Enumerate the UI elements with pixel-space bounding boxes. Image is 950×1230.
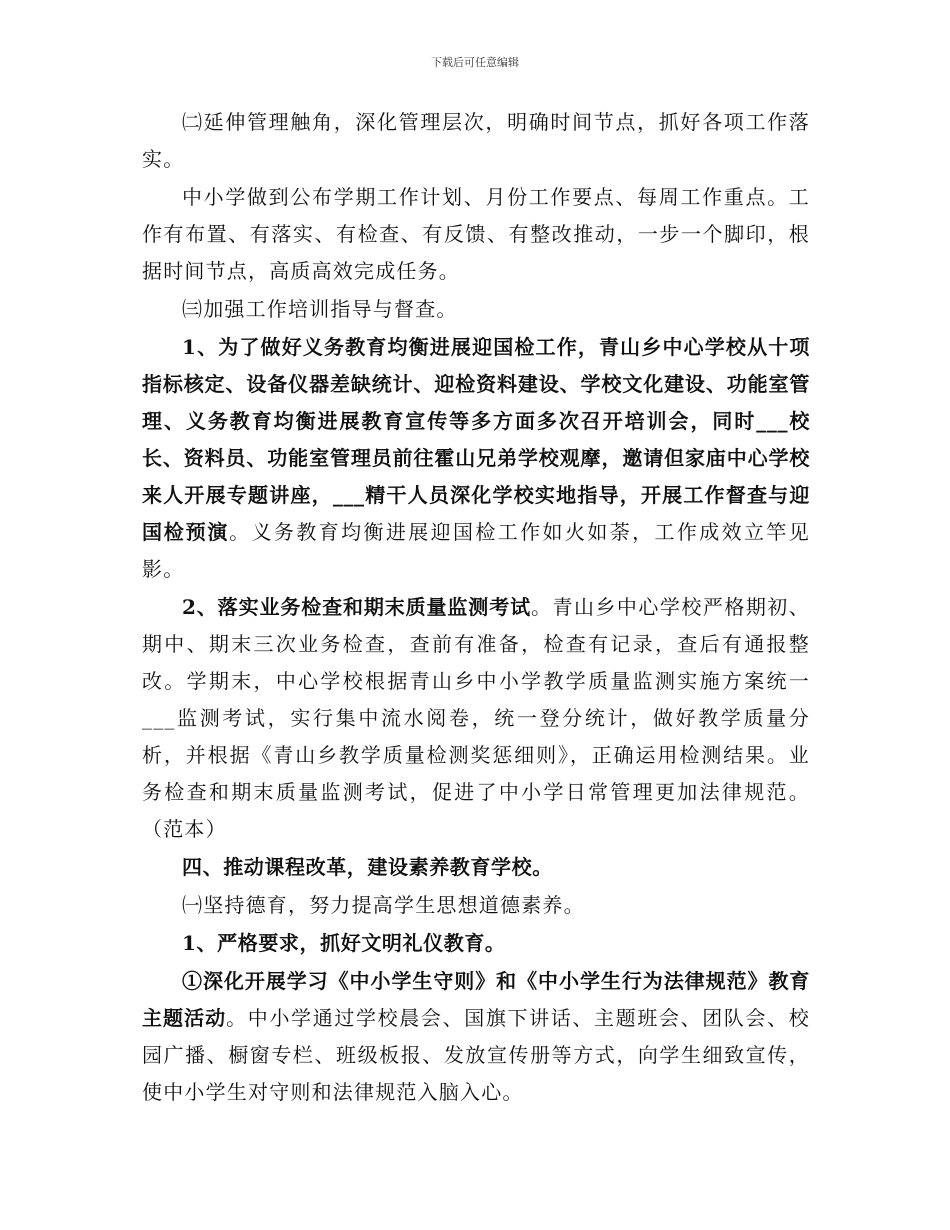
- paragraph-9-text: 。中小学通过学校晨会、国旗下讲话、主题班会、团队会、校园广播、橱窗专栏、班级板报、发放宣传册等方式，向学生细致宣传，使中小学生对守则和法律规范入脑入心。: [142, 1006, 811, 1104]
- paragraph-5-bold: 2、落实业务检查和期末质量监测考试: [182, 595, 531, 619]
- page-header: 下载后可任意编辑: [431, 56, 519, 69]
- paragraph-3: [142, 291, 810, 328]
- paragraph-7: [142, 887, 810, 924]
- paragraph-6-heading: [142, 849, 810, 886]
- paragraph-6-bold: 四、推动课程改革，建设素养教育学校。: [182, 855, 553, 879]
- paragraph-9-bold: ①深化开展学习《中小学生守则》和《中小学生行为法律规范》教育主题活动: [142, 969, 810, 1030]
- paragraph-4: [142, 329, 810, 588]
- paragraph-9: [142, 963, 810, 1111]
- paragraph-8: [142, 925, 810, 962]
- paragraph-4-text: 。义务教育均衡进展迎国检工作如火如荼，工作成效立竿见影。: [142, 520, 811, 581]
- paragraph-5: [142, 589, 810, 848]
- paragraph-1: [142, 104, 810, 178]
- paragraph-3-text: ㈢加强工作培训指导与督查。: [182, 297, 458, 321]
- paragraph-5-text: 。青山乡中心学校严格期初、期中、期末三次业务检查，查前有准备，检查有记录，查后有通报整改。学期末，中心学校根据青山乡中小学教学质量监测实施方案统一___监测考试，实行集中流水阅卷，统一登分统计，做好教学质量分析，并根据《青山乡教学质量检测奖惩细则》，正确运用检测结果。业务检查和期末质量监测考试，促进了中小学日常管理更加法律规范。（范本）: [142, 595, 810, 841]
- paragraph-4-bold: 1、为了做好义务教育均衡进展迎国检工作，青山乡中心学校从十项指标核定、设备仪器差缺统计、迎检资料建设、学校文化建设、功能室管理、义务教育均衡进展教育宣传等多方面多次召开培训会，同时___校长、资料员、功能室管理员前往霍山兄弟学校观摩，邀请但家庙中心学校来人开展专题讲座，___精干人员深化学校实地指导，开展工作督查与迎国检预演: [142, 335, 810, 544]
- paragraph-7-text: ㈠坚持德育，努力提高学生思想道德素养。: [182, 893, 585, 917]
- paragraph-2: [142, 179, 810, 290]
- document-body: [142, 104, 810, 1111]
- paragraph-2-text: 中小学做到公布学期工作计划、月份工作要点、每周工作重点。工作有布置、有落实、有检查、有反馈、有整改推动，一步一个脚印，根据时间节点，高质高效完成任务。: [142, 185, 810, 283]
- paragraph-8-bold: 1、严格要求，抓好文明礼仪教育。: [182, 931, 506, 955]
- paragraph-1-text: ㈡延伸管理触角，深化管理层次，明确时间节点，抓好各项工作落实。: [142, 110, 810, 171]
